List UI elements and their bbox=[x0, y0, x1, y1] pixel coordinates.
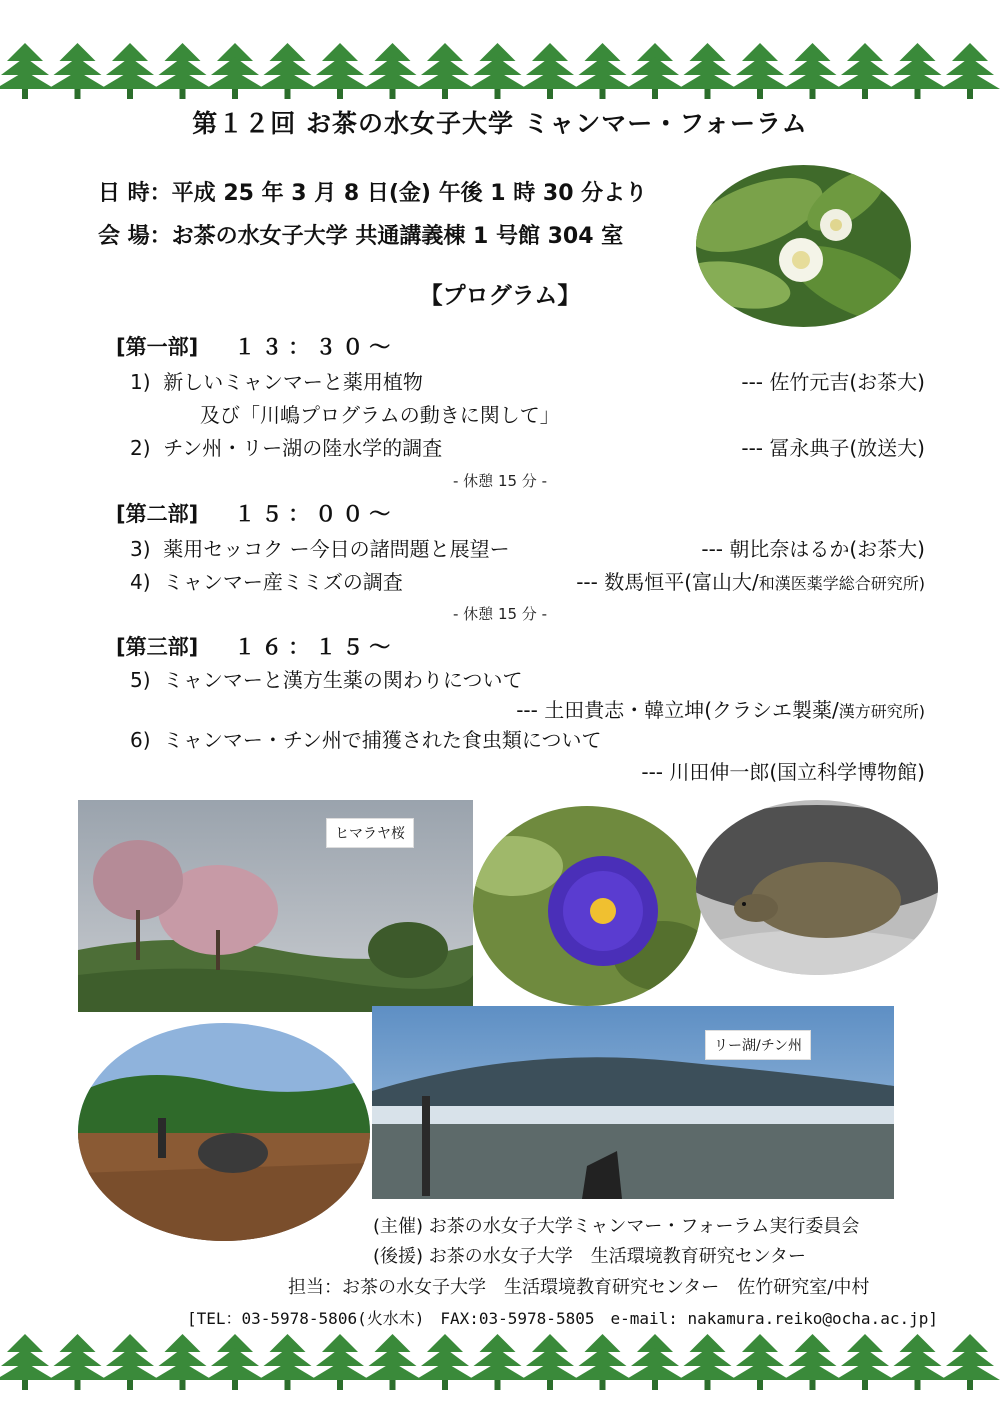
talk3-num: 3) bbox=[130, 537, 151, 561]
tree-icon bbox=[415, 43, 475, 99]
talk6-title: ミャンマー・チン州で捕獲された食虫類について bbox=[163, 728, 602, 752]
part3-heading bbox=[116, 631, 396, 661]
part3-label: [第三部] bbox=[116, 635, 199, 659]
tree-icon bbox=[48, 43, 108, 99]
talk4-speaker-main: --- 数馬恒平(富山大/ bbox=[576, 570, 759, 594]
tree-icon bbox=[520, 1334, 580, 1390]
event-datetime: 日 時：平成 25 年 3 月 8 日(金) 午後 1 時 30 分より bbox=[98, 181, 648, 206]
tree-pattern-bottom bbox=[0, 1326, 1000, 1396]
talk4 bbox=[130, 566, 403, 595]
tree-icon bbox=[573, 43, 633, 99]
purple-flower-photo bbox=[473, 806, 701, 1006]
part1-heading bbox=[116, 331, 396, 361]
talk2-num: 2) bbox=[130, 436, 151, 460]
part1-time: １３：３０～ bbox=[234, 335, 397, 359]
tree-icon bbox=[888, 43, 948, 99]
tree-icon bbox=[153, 43, 213, 99]
talk4-num: 4) bbox=[130, 570, 151, 594]
lake-photo bbox=[372, 1006, 894, 1199]
talk3 bbox=[130, 533, 510, 562]
page-title: 第１２回 お茶の水女子大学 ミャンマー・フォーラム bbox=[192, 109, 808, 138]
program-heading: 【プログラム】 bbox=[419, 283, 581, 309]
tree-icon bbox=[0, 1334, 55, 1390]
talk2 bbox=[130, 432, 442, 461]
part1-label: [第一部] bbox=[116, 335, 199, 359]
tree-icon bbox=[153, 1334, 213, 1390]
tree-icon bbox=[363, 1334, 423, 1390]
tree-icon bbox=[625, 1334, 685, 1390]
tree-icon bbox=[940, 43, 1000, 99]
shrew-photo bbox=[696, 800, 938, 975]
tree-icon bbox=[573, 1334, 633, 1390]
organizer: (主催) お茶の水女子大学ミャンマー・フォーラム実行委員会 bbox=[373, 1216, 860, 1237]
talk5-title: ミャンマーと漢方生薬の関わりについて bbox=[163, 668, 523, 692]
talk6-num: 6) bbox=[130, 728, 151, 752]
tree-icon bbox=[415, 1334, 475, 1390]
talk5-speaker-main: --- 土田貴志・韓立坤(クラシエ製薬/ bbox=[516, 698, 839, 722]
break-2: - 休憩 15 分 - bbox=[453, 605, 547, 623]
tree-icon bbox=[678, 43, 738, 99]
tree-icon bbox=[835, 1334, 895, 1390]
purple-flower-image bbox=[473, 806, 701, 1006]
lake-caption: リー湖/チン州 bbox=[705, 1030, 811, 1060]
shrew-image bbox=[696, 800, 938, 975]
talk5 bbox=[130, 664, 522, 693]
talk1-title: 新しいミャンマーと薬用植物 bbox=[163, 370, 423, 394]
talk3-title: 薬用セッコク ー今日の諸問題と展望ー bbox=[163, 537, 510, 561]
himalaya-caption: ヒマラヤ桜 bbox=[326, 818, 414, 848]
tree-icon bbox=[835, 43, 895, 99]
talk5-num: 5) bbox=[130, 668, 151, 692]
talk4-speaker-affil: 和漢医薬学総合研究所) bbox=[758, 574, 925, 593]
tree-icon bbox=[730, 43, 790, 99]
tree-icon bbox=[783, 1334, 843, 1390]
part2-label: [第二部] bbox=[116, 502, 199, 526]
tree-icon bbox=[468, 43, 528, 99]
talk2-speaker: --- 冨永典子(放送大) bbox=[741, 436, 925, 460]
talk1-num: 1) bbox=[130, 370, 151, 394]
talk5-speaker bbox=[516, 694, 925, 723]
contact-person: 担当：お茶の水女子大学 生活環境教育研究センター 佐竹研究室/中村 bbox=[288, 1277, 870, 1298]
tree-icon bbox=[205, 43, 265, 99]
lake-image bbox=[372, 1006, 894, 1199]
tree-icon bbox=[100, 1334, 160, 1390]
tree-icon bbox=[310, 1334, 370, 1390]
tree-icon bbox=[730, 1334, 790, 1390]
talk6-speaker: --- 川田伸一郎(国立科学博物館) bbox=[641, 760, 925, 784]
tree-icon bbox=[625, 43, 685, 99]
tree-icon bbox=[888, 1334, 948, 1390]
tree-pattern-top bbox=[0, 35, 1000, 105]
part3-time: １６：１５～ bbox=[234, 635, 397, 659]
talk4-title: ミャンマー産ミミズの調査 bbox=[163, 570, 403, 594]
talk1-title-cont: 及び「川嶋プログラムの動きに関して」 bbox=[200, 403, 560, 427]
tree-icon bbox=[520, 43, 580, 99]
farming-photo bbox=[78, 1023, 370, 1241]
talk6 bbox=[130, 724, 601, 753]
bottom-tree-border bbox=[0, 1326, 1000, 1396]
talk2-title: チン州・リー湖の陸水学的調査 bbox=[163, 436, 443, 460]
talk5-speaker-affil: 漢方研究所) bbox=[838, 702, 925, 721]
tree-icon bbox=[783, 43, 843, 99]
tree-icon bbox=[468, 1334, 528, 1390]
break-1: - 休憩 15 分 - bbox=[453, 472, 547, 490]
talk3-speaker: --- 朝比奈はるか(お茶大) bbox=[701, 537, 925, 561]
tree-icon bbox=[310, 43, 370, 99]
farming-image bbox=[78, 1023, 370, 1241]
supporter: (後援) お茶の水女子大学 生活環境教育研究センター bbox=[373, 1246, 807, 1267]
talk4-speaker bbox=[576, 566, 925, 595]
tree-icon bbox=[205, 1334, 265, 1390]
tree-icon bbox=[100, 43, 160, 99]
tree-icon bbox=[678, 1334, 738, 1390]
part2-time: １５：００～ bbox=[234, 502, 397, 526]
tree-icon bbox=[363, 43, 423, 99]
top-tree-border bbox=[0, 35, 1000, 105]
talk1-speaker: --- 佐竹元吉(お茶大) bbox=[741, 370, 925, 394]
tree-icon bbox=[48, 1334, 108, 1390]
tree-icon bbox=[0, 43, 55, 99]
tree-icon bbox=[940, 1334, 1000, 1390]
part2-heading bbox=[116, 498, 396, 528]
contact-info: [TEL：03-5978-5806(火水木) FAX:03-5978-5805 e-mail: nakamura.reiko@ocha.ac.jp] bbox=[186, 1309, 938, 1328]
tree-icon bbox=[258, 1334, 318, 1390]
event-venue: 会 場：お茶の水女子大学 共通講義棟 1 号館 304 室 bbox=[98, 224, 624, 249]
tree-icon bbox=[258, 43, 318, 99]
talk1 bbox=[130, 366, 423, 395]
